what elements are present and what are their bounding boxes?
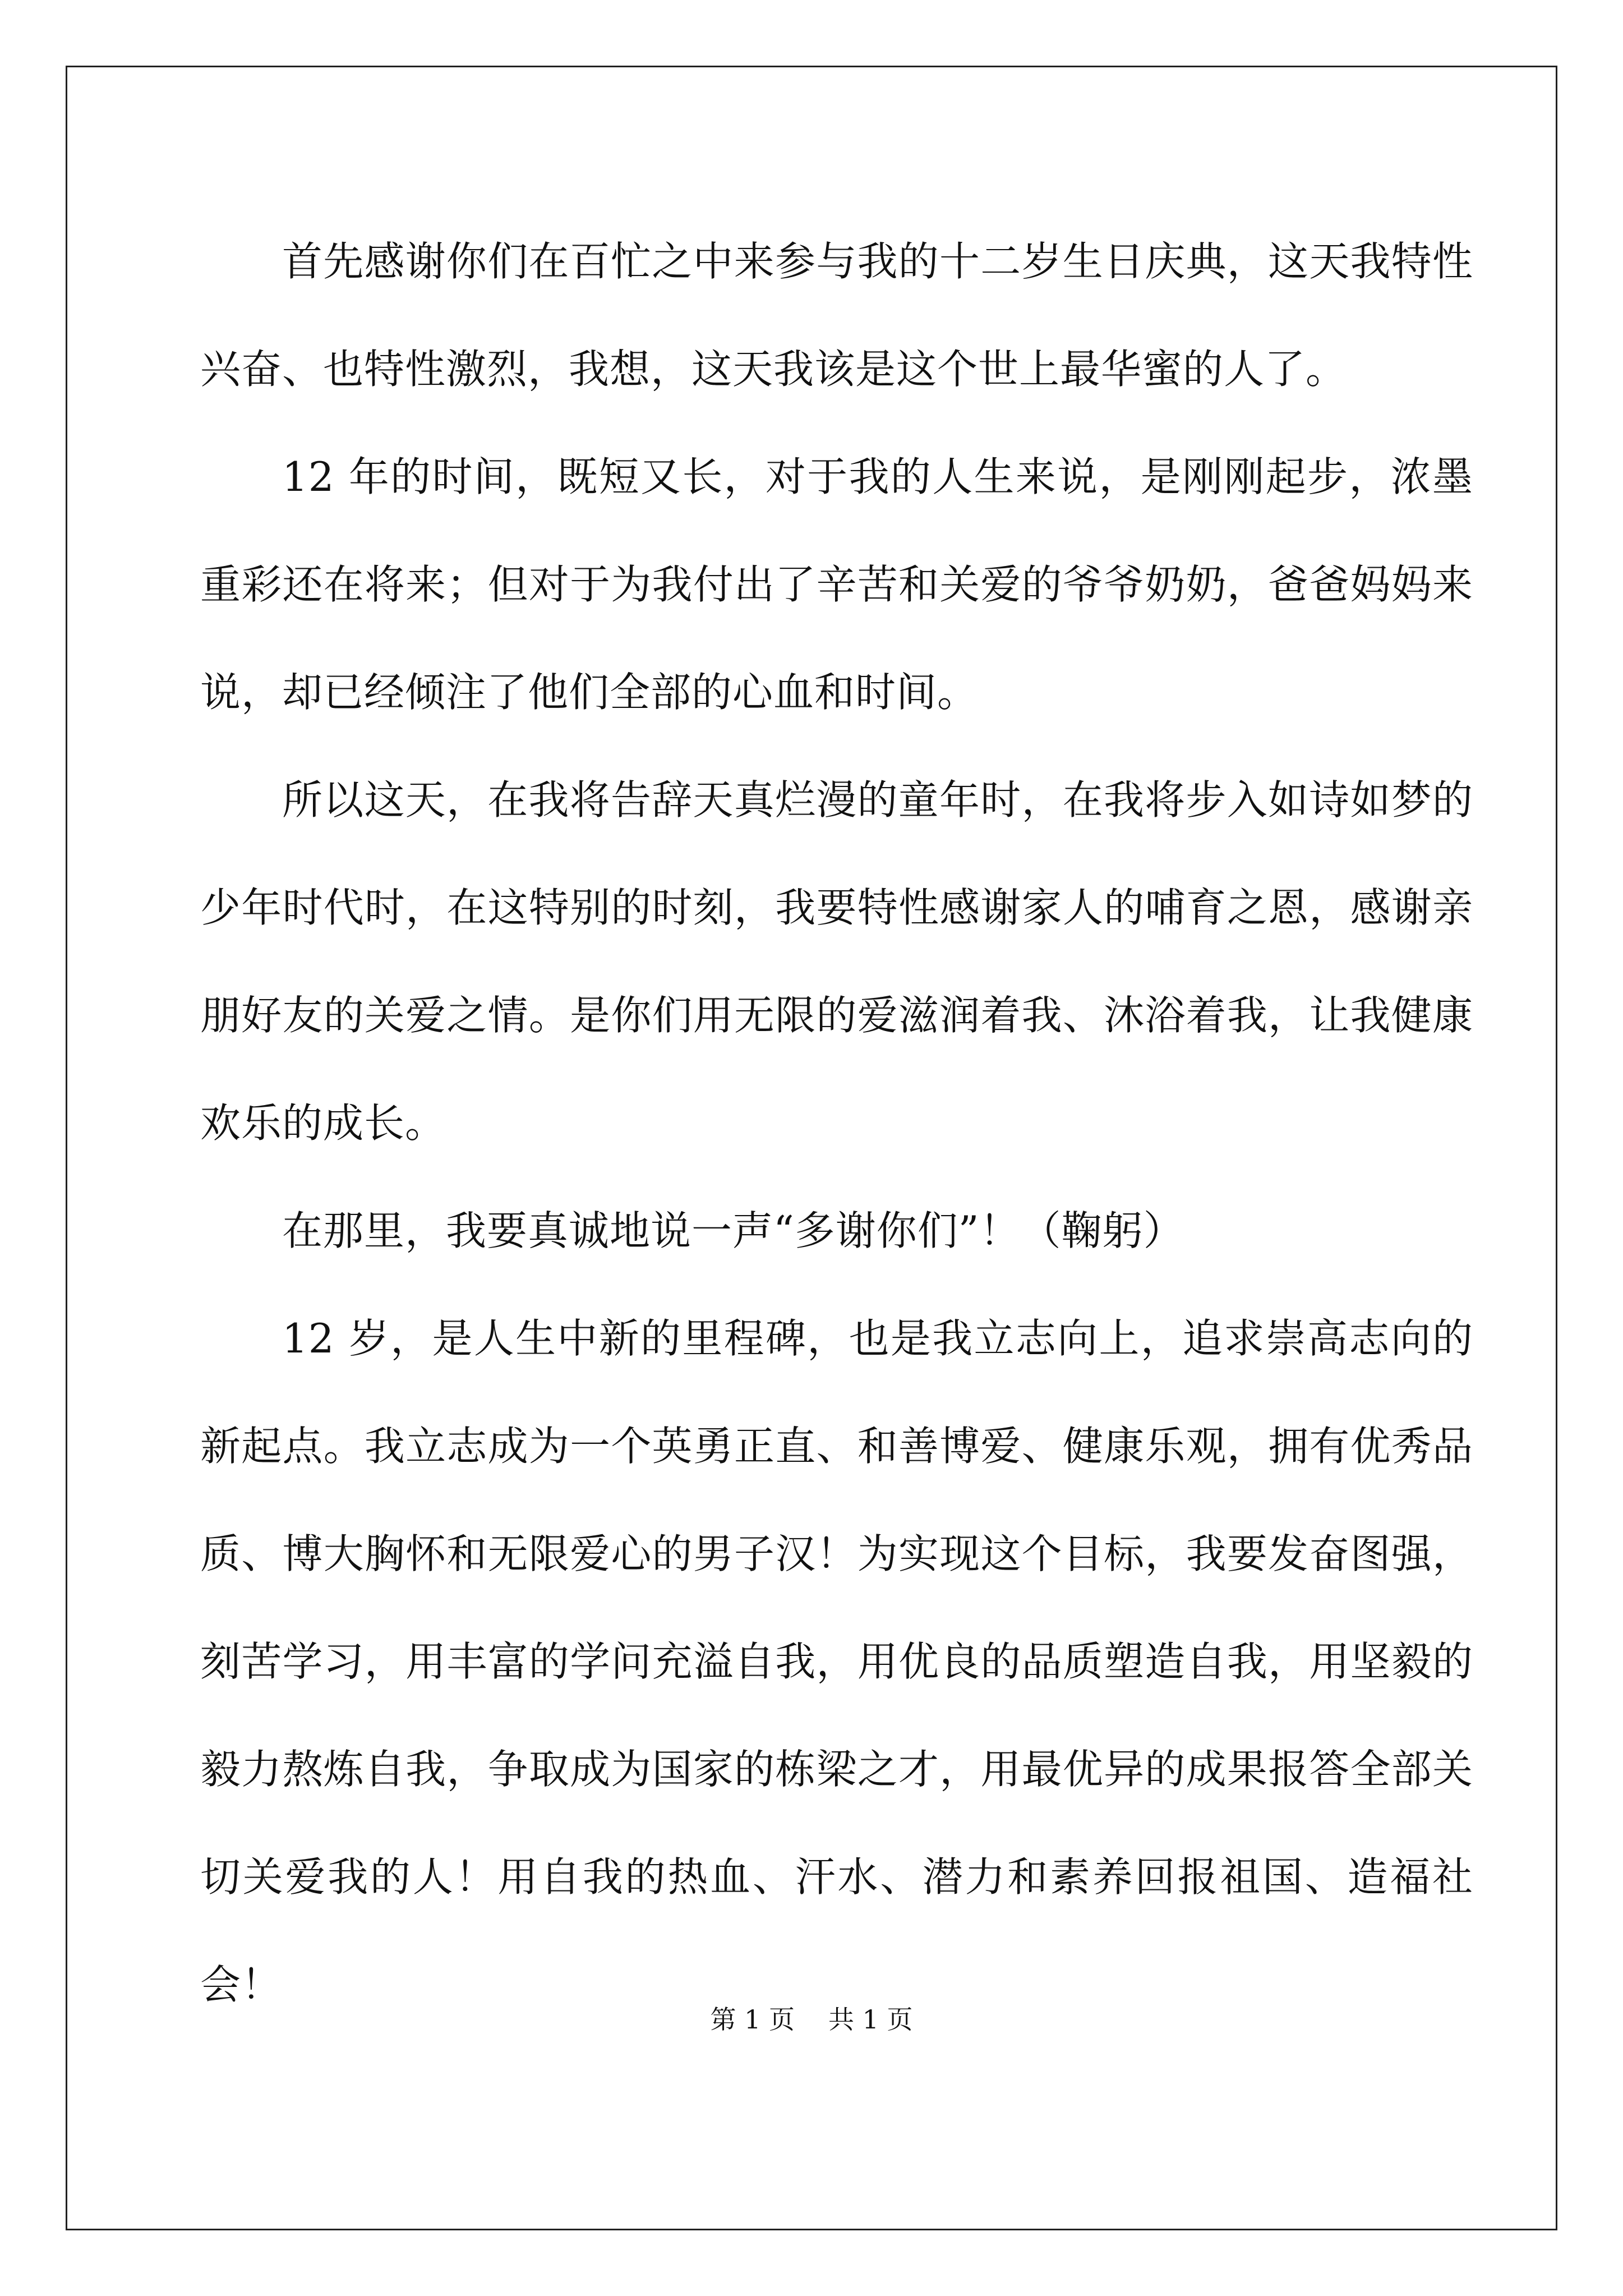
page-footer — [0, 2003, 1623, 2036]
document-body — [200, 208, 1473, 2039]
paragraph: 12 岁，是人生中新的里程碑，也是我立志向上，追求崇高志向的新起点。我立志成为一个英勇正直、和善博爱、健康乐观，拥有优秀品质、博大胸怀和无限爱心的男子汉！为实现这个目标，我要发奋图强，刻苦学习，用丰富的学问充溢自我，用优良的品质塑造自我，用坚毅的毅力熬炼自我，争取成为国家的栋梁之才，用最优异的成果报答全部关切关爱我的人！用自我的热血、汗水、潜力和素养回报祖国、造福社会！ — [200, 1315, 1473, 2008]
page-total: 共 1 页 — [828, 2004, 913, 2035]
page-number: 第 1 页 — [710, 2004, 795, 2035]
paragraph: 首先感谢你们在百忙之中来参与我的十二岁生日庆典，这天我特性兴奋、也特性激烈，我想，这天我该是这个世上最华蜜的人了。 — [200, 238, 1473, 393]
paragraph: 在那里，我要真诚地说一声“多谢你们”！（鞠躬） — [282, 1207, 1184, 1254]
paragraph: 12 年的时间，既短又长，对于我的人生来说，是刚刚起步，浓墨重彩还在将来；但对于为我付出了辛苦和关爱的爷爷奶奶，爸爸妈妈来说，却已经倾注了他们全部的心血和时间。 — [200, 453, 1473, 716]
paragraph: 所以这天，在我将告辞天真烂漫的童年时，在我将步入如诗如梦的少年时代时，在这特别的时刻，我要特性感谢家人的哺育之恩，感谢亲朋好友的关爱之情。是你们用无限的爱滋润着我、沐浴着我，让我健康欢乐的成长。 — [200, 776, 1473, 1147]
